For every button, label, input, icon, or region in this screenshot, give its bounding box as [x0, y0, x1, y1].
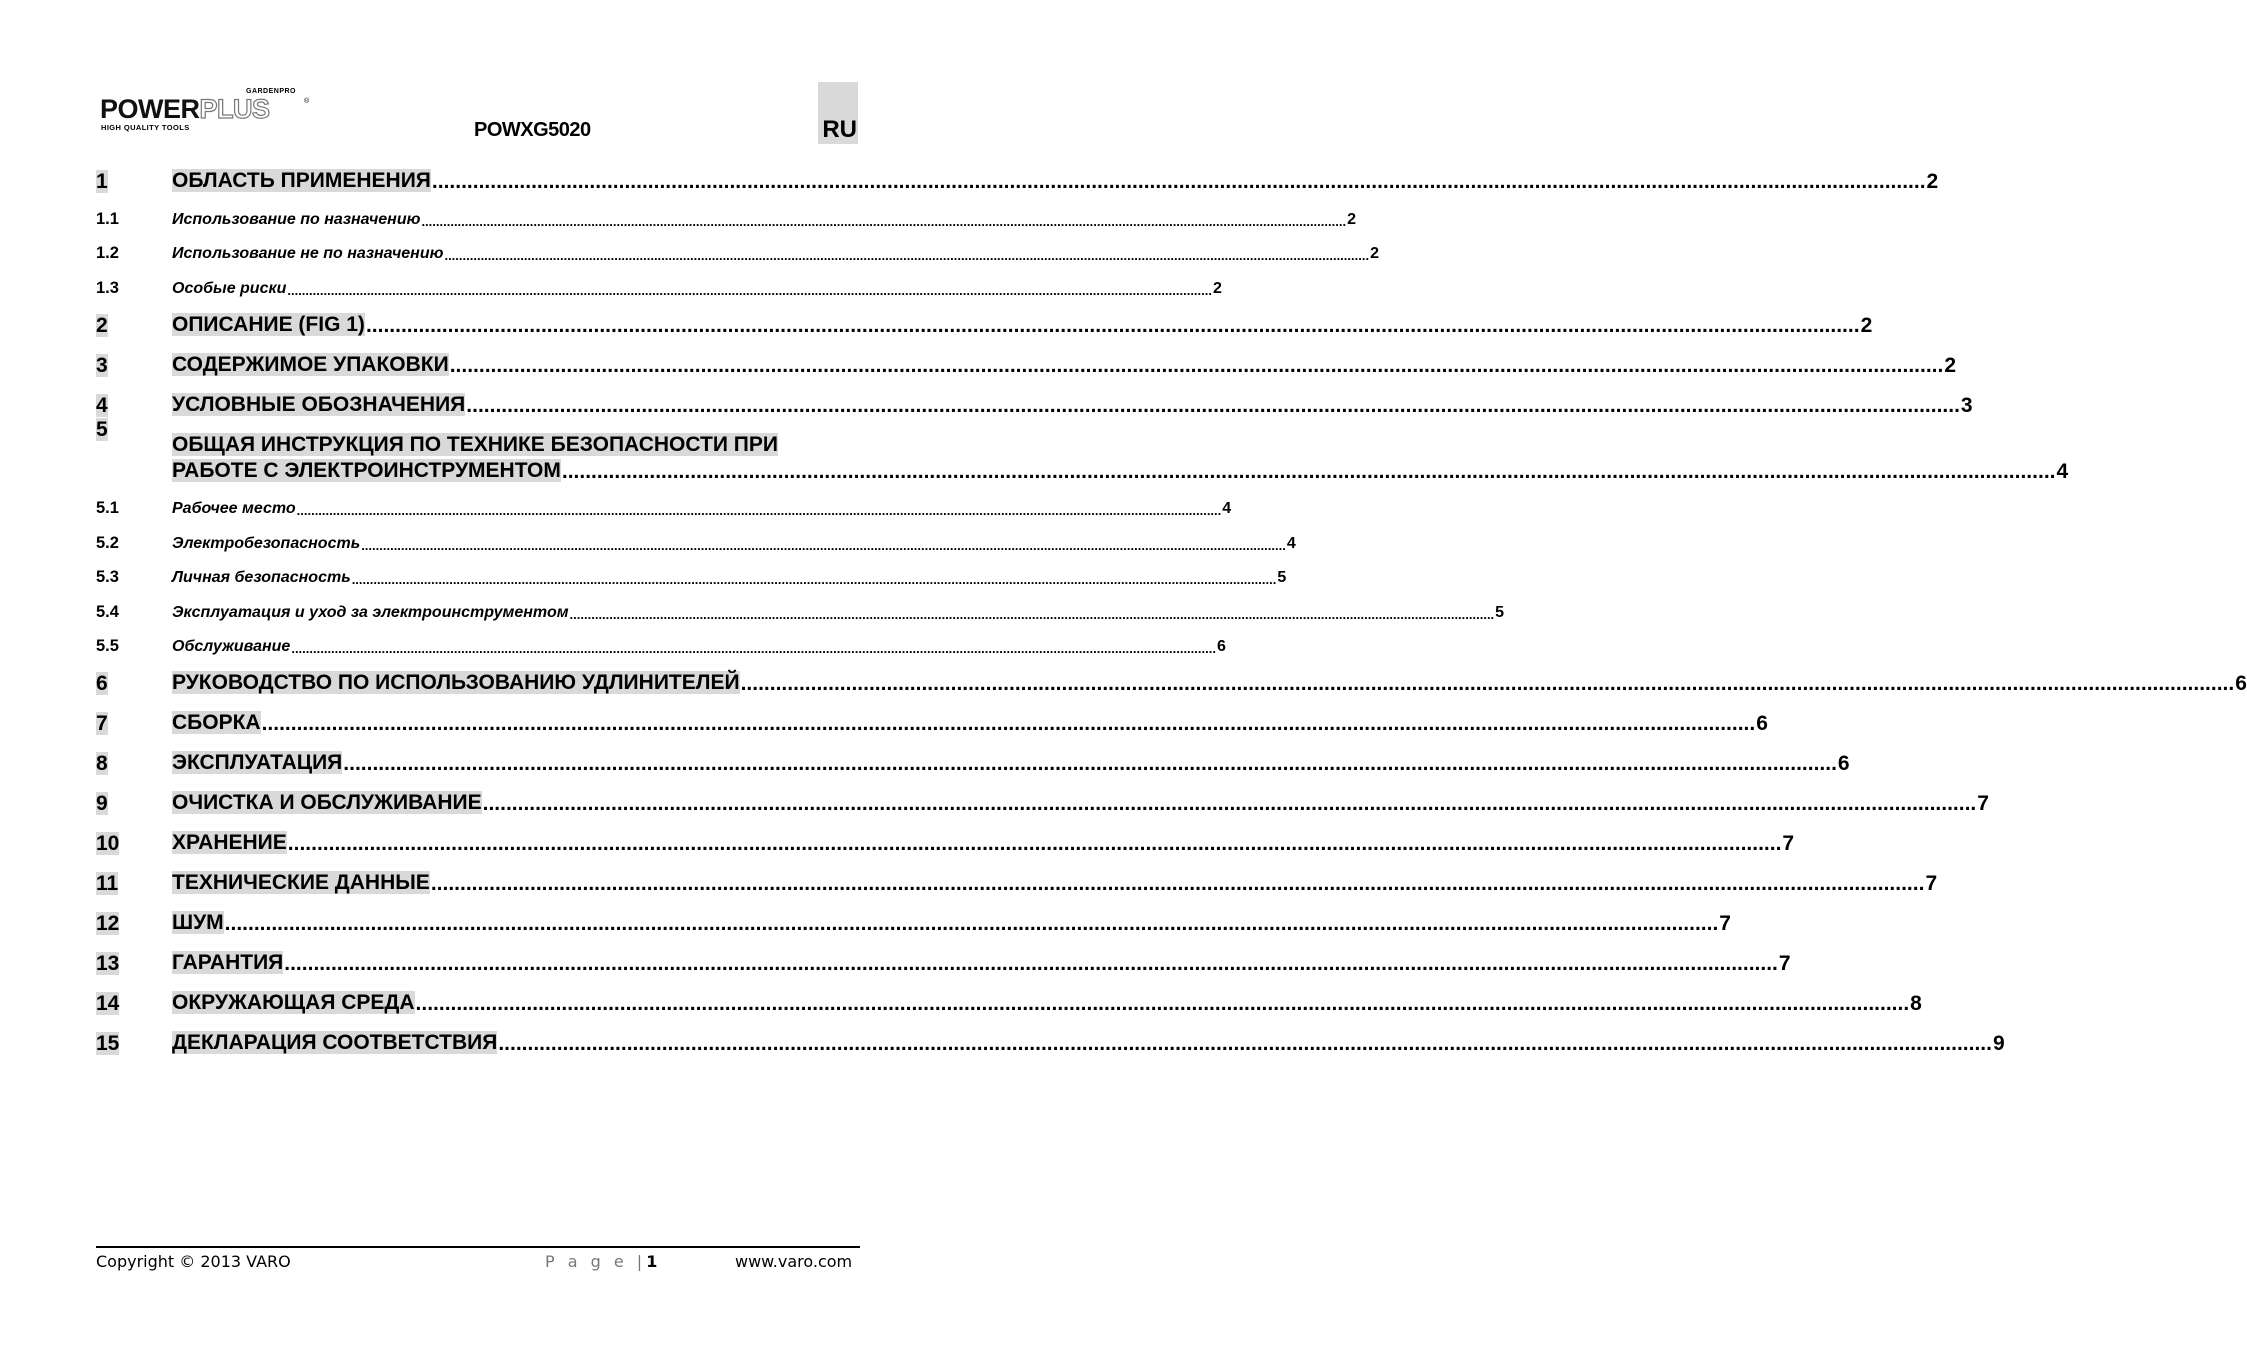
toc-entry[interactable] [96, 856, 1938, 896]
toc-entry[interactable] [96, 896, 1731, 936]
footer-page-label: P a g e | [545, 1252, 647, 1271]
toc-title-wrap [172, 990, 415, 1016]
toc-number-text: 13 [96, 952, 120, 975]
toc-leader-dots [431, 872, 1925, 896]
toc-entry-page: 6 [2235, 672, 2247, 695]
toc-entry-page: 7 [1782, 832, 1795, 855]
toc-entry-number [96, 210, 172, 229]
toc-number-text: 9 [96, 792, 108, 815]
toc-entry-body [172, 910, 1731, 936]
toc-entry[interactable] [96, 776, 1989, 816]
toc-number-text: 5.1 [96, 499, 119, 517]
toc-title-wrap [172, 312, 365, 338]
toc-entry-title: ОКРУЖАЮЩАЯ СРЕДА [172, 991, 415, 1014]
toc-entry-body [172, 670, 2247, 696]
toc-leader-dots [562, 460, 2056, 484]
toc-entry-page: 6 [1837, 752, 1850, 775]
logo-gardenpro: GARDENPRO [246, 88, 297, 95]
toc-title-wrap [172, 352, 449, 378]
toc-leader-dots [741, 672, 2235, 696]
toc-entry-number [96, 394, 172, 418]
toc-leader-dots [450, 354, 1944, 378]
toc-title-wrap [172, 280, 286, 298]
toc-entry-body [172, 750, 1850, 776]
toc-entry[interactable] [96, 696, 1768, 736]
toc-entry[interactable] [96, 1016, 2005, 1056]
toc-entry-title: Особые риски [172, 279, 287, 297]
toc-entry-title: ЭКСПЛУАТАЦИЯ [172, 751, 343, 774]
toc-title-wrap [172, 710, 261, 736]
toc-entry-page: 4 [1222, 500, 1232, 517]
language-code: RU [822, 116, 857, 143]
toc-entry-number [96, 568, 172, 587]
toc-number-text: 11 [96, 872, 119, 895]
toc-entry-body [172, 990, 1922, 1016]
toc-entry-body [172, 569, 1287, 587]
toc-leader-dots [466, 394, 1960, 418]
toc-entry-page: 2 [1926, 170, 1939, 193]
toc-entry-number [96, 1032, 172, 1056]
toc-leader-dots [343, 752, 1837, 776]
toc-title-wrap [172, 535, 360, 553]
toc-leader-dots [287, 283, 1212, 298]
footer-rule [96, 1246, 860, 1248]
toc-title-wrap [172, 211, 420, 229]
toc-entry-title: ГАРАНТИЯ [172, 951, 284, 974]
toc-entry-body [172, 312, 1873, 338]
toc-number-text: 5.2 [96, 533, 119, 552]
toc-entry-page: 2 [1860, 313, 1873, 337]
toc-leader-dots [225, 912, 1719, 936]
toc-number-text: 2 [96, 313, 108, 337]
toc-entry[interactable] [96, 194, 1356, 229]
toc-entry-number [96, 912, 172, 936]
toc-entry-number [96, 752, 172, 776]
toc-entry-body [172, 603, 1505, 622]
toc-entry-title: ОЧИСТКА И ОБСЛУЖИВАНИЕ [172, 791, 482, 814]
toc-entry[interactable] [96, 656, 2247, 696]
toc-title-wrap [172, 830, 287, 856]
toc-entry-number [96, 603, 172, 622]
toc-leader-dots [361, 538, 1286, 553]
toc-entry-page: 7 [1925, 872, 1938, 895]
toc-number-text: 15 [96, 1032, 120, 1055]
toc-entry[interactable] [96, 518, 1296, 553]
toc-leader-dots [498, 1032, 1992, 1056]
toc-entry-page: 7 [1778, 952, 1791, 975]
toc-entry-number [96, 637, 172, 656]
toc-entry[interactable] [96, 622, 1226, 657]
model-number: POWXG5020 [474, 119, 591, 141]
toc-entry-body [172, 432, 2069, 484]
toc-entry-page: 2 [1347, 210, 1356, 228]
toc-entry-body [172, 710, 1768, 736]
toc-title-wrap [172, 569, 351, 587]
logo-plus: PLUS [199, 94, 270, 124]
toc-entry-title: Использование по назначению [172, 210, 421, 228]
toc-number-text: 5.4 [96, 602, 119, 621]
toc-leader-dots [352, 572, 1277, 587]
toc-number-text: 14 [96, 992, 120, 1015]
toc-entry-page: 2 [1212, 279, 1222, 297]
toc-title-wrap [172, 638, 290, 656]
toc-entry[interactable] [96, 816, 1795, 856]
toc-entry-page: 9 [1992, 1032, 2005, 1055]
toc-title-wrap [172, 910, 224, 936]
toc-entry[interactable] [96, 338, 1957, 378]
toc-entry-title: Обслуживание [172, 638, 291, 655]
toc-entry[interactable] [96, 976, 1922, 1016]
toc-number-text: 5 [96, 417, 108, 441]
toc-entry-title: Рабочее место [172, 500, 296, 517]
toc-number-text: 5.5 [96, 637, 119, 655]
toc-title-wrap [172, 458, 561, 484]
toc-entry-number [96, 792, 172, 816]
toc-number-text: 4 [96, 393, 108, 417]
toc-entry-body [172, 830, 1794, 856]
toc-entry-title: Эксплуатация и уход за электроинструментом [172, 603, 569, 621]
toc-entry-body [172, 279, 1222, 298]
toc-entry-body [172, 950, 1791, 976]
toc-entry-number [96, 279, 172, 298]
toc-entry[interactable] [96, 229, 1379, 264]
toc-entry-title: ОБЩАЯ ИНСТРУКЦИЯ ПО ТЕХНИКЕ БЕЗОПАСНОСТИ ПРИ [172, 432, 778, 456]
logo-wordmark [100, 94, 270, 125]
toc-entry-body [172, 1030, 2005, 1056]
toc-entry-page: 4 [1286, 534, 1296, 552]
toc-entry-number [96, 534, 172, 553]
toc-entry-page: 6 [1756, 712, 1768, 735]
toc-leader-dots [444, 248, 1369, 263]
toc-entry[interactable] [96, 553, 1287, 588]
toc-entry-number [96, 672, 172, 696]
toc-entry-body [172, 245, 1379, 263]
toc-title-wrap [172, 604, 569, 622]
footer-copyright: Copyright © 2013 VARO [96, 1252, 291, 1271]
toc-number-text: 1.3 [96, 278, 119, 297]
toc-entry-number [96, 872, 172, 896]
toc-entry-title: ХРАНЕНИЕ [172, 831, 287, 854]
toc-entry-title: ОПИСАНИЕ (FIG 1) [172, 312, 365, 336]
footer-website: www.varo.com [735, 1252, 853, 1271]
toc-entry-number [96, 354, 172, 378]
toc-title-line-1 [172, 432, 1956, 458]
toc-title-wrap [172, 245, 443, 263]
toc-entry-body [172, 210, 1356, 229]
toc-entry-body [172, 870, 1938, 896]
toc-entry-body [172, 790, 1989, 816]
toc-leader-dots [288, 832, 1782, 856]
toc-entry-body [172, 352, 1957, 378]
toc-entry-number [96, 418, 172, 442]
toc-leader-dots [416, 992, 1910, 1016]
toc-leader-dots [570, 607, 1495, 622]
toc-entry-title: СБОРКА [172, 711, 261, 734]
toc-title-wrap [172, 670, 740, 696]
toc-entry-title: Личная безопасность [172, 569, 351, 586]
toc-entry-page: 7 [1977, 792, 1989, 815]
toc-number-text: 10 [96, 832, 120, 855]
toc-title-wrap [172, 870, 430, 896]
logo-power: POWER [100, 94, 200, 124]
toc-entry-page: 8 [1910, 992, 1922, 1015]
toc-title-wrap [172, 168, 431, 194]
toc-entry-title: Использование не по назначению [172, 245, 444, 262]
toc-leader-dots [432, 170, 1926, 194]
toc-title-wrap [172, 790, 482, 816]
toc-title-wrap [172, 392, 465, 418]
toc-number-text: 5.3 [96, 568, 119, 586]
toc-title-wrap [172, 1030, 497, 1056]
toc-number-text: 12 [96, 912, 120, 935]
toc-leader-dots [483, 792, 1977, 816]
toc-entry-body [172, 535, 1296, 553]
toc-entry[interactable] [96, 298, 1873, 338]
toc-entry-title: ДЕКЛАРАЦИЯ СООТВЕТСТВИЯ [172, 1031, 498, 1054]
toc-leader-dots [297, 503, 1222, 518]
toc-entry-title: СОДЕРЖИМОЕ УПАКОВКИ [172, 352, 449, 376]
toc-entry[interactable] [96, 263, 1222, 298]
language-tab [818, 82, 858, 144]
toc-title-wrap [172, 500, 296, 518]
toc-title-wrap [172, 950, 283, 976]
toc-entry-title: РУКОВОДСТВО ПО ИСПОЛЬЗОВАНИЮ УДЛИНИТЕЛЕЙ [172, 671, 740, 694]
toc-entry-title: Электробезопасность [172, 534, 361, 552]
toc-entry-page: 5 [1277, 569, 1287, 586]
toc-entry[interactable] [96, 736, 1850, 776]
toc-entry-page: 6 [1216, 638, 1226, 655]
toc-entry-number [96, 992, 172, 1016]
toc-entry-body [172, 392, 1973, 418]
toc-leader-dots [262, 712, 1756, 736]
toc-leader-dots [291, 641, 1216, 656]
toc-entry-page: 4 [2056, 459, 2069, 483]
toc-entry[interactable] [96, 587, 1505, 622]
toc-entry-body [172, 168, 1939, 194]
table-of-contents [96, 154, 2247, 1056]
toc-number-text: 6 [96, 672, 108, 695]
toc-entry-page: 2 [1944, 353, 1957, 377]
logo-registered-mark: ® [304, 98, 310, 105]
toc-entry-title: РАБОТЕ С ЭЛЕКТРОИНСТРУМЕНТОМ [172, 458, 561, 482]
toc-entry-number [96, 712, 172, 736]
toc-entry-number [96, 170, 172, 194]
toc-entry[interactable] [96, 484, 1232, 519]
footer-page-number: 1 [646, 1252, 658, 1271]
toc-leader-dots [366, 314, 1860, 338]
toc-number-text: 1.2 [96, 244, 119, 262]
toc-number-text: 3 [96, 353, 108, 377]
toc-entry[interactable] [96, 154, 1939, 194]
toc-entry[interactable] [96, 378, 1973, 418]
toc-entry[interactable] [96, 417, 2069, 484]
toc-number-text: 1.1 [96, 209, 119, 228]
toc-entry-number [96, 832, 172, 856]
toc-entry[interactable] [96, 936, 1791, 976]
toc-entry-body [172, 638, 1226, 656]
toc-entry-number [96, 499, 172, 518]
toc-title-line-2 [172, 458, 2069, 484]
toc-entry-number [96, 244, 172, 263]
footer-page [545, 1252, 657, 1271]
toc-entry-page: 7 [1719, 912, 1731, 935]
toc-entry-title: ОБЛАСТЬ ПРИМЕНЕНИЯ [172, 169, 431, 192]
toc-number-text: 7 [96, 712, 108, 735]
toc-entry-title: ШУМ [172, 911, 224, 934]
powerplus-logo [100, 88, 310, 134]
toc-entry-number [96, 952, 172, 976]
toc-number-text: 1 [96, 170, 108, 193]
toc-leader-dots [284, 952, 1778, 976]
toc-entry-title: УСЛОВНЫЕ ОБОЗНАЧЕНИЯ [172, 392, 466, 416]
toc-number-text: 8 [96, 752, 108, 775]
toc-entry-title: ТЕХНИЧЕСКИЕ ДАННЫЕ [172, 871, 430, 894]
toc-entry-page: 2 [1370, 245, 1379, 262]
toc-title-wrap [172, 750, 342, 776]
logo-tagline: HIGH QUALITY TOOLS [101, 123, 190, 132]
toc-entry-body [172, 500, 1232, 518]
toc-entry-page: 5 [1495, 603, 1505, 621]
toc-leader-dots [421, 214, 1346, 229]
toc-entry-number [96, 314, 172, 338]
toc-entry-page: 3 [1960, 393, 1973, 417]
